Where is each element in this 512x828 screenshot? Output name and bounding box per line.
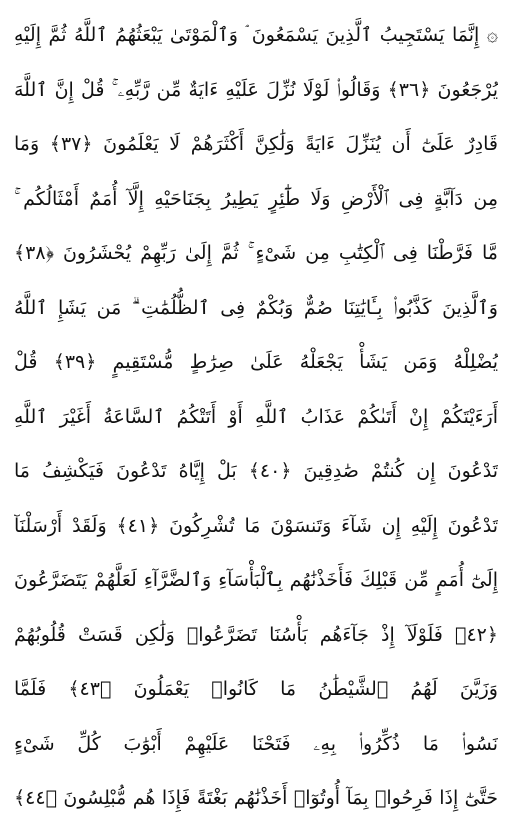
text-line-3 <box>14 117 498 172</box>
line-text: تَدْعُونَ إِن كُنتُمْ صَٰدِقِينَ ﴿٤٠﴾ بَلْ إِيَّاهُ تَدْعُونَ فَيَكْشِفُ مَا <box>14 460 498 482</box>
text-line-11 <box>14 553 498 608</box>
line-text: مَّا فَرَّطْنَا فِى ٱلْكِتَٰبِ مِن شَىْءٍ ۚ ثُمَّ إِلَىٰ رَبِّهِمْ يُحْشَرُونَ ﴿٣٨﴾ <box>14 242 498 264</box>
text-line-5 <box>14 226 498 281</box>
line-text: حَتَّىٰٓ إِذَا فَرِحُوا۟ بِمَآ أُوتُوٓا۟ أَخَذْنَٰهُم بَغْتَةً فَإِذَا هُم مُّبْلِسُونَ ﴿٤٤﴾ <box>14 787 498 809</box>
line-text: نَسُوا۟ مَا ذُكِّرُوا۟ بِهِۦ فَتَحْنَا عَلَيْهِمْ أَبْوَٰبَ كُلِّ شَىْءٍ <box>14 732 498 755</box>
line-text: تَدْعُونَ إِلَيْهِ إِن شَآءَ وَتَنسَوْنَ مَا تُشْرِكُونَ ﴿٤١﴾ وَلَقَدْ أَرْسَلْنَآ <box>14 514 498 537</box>
line-text: مِن دَآبَّةٍ فِى ٱلْأَرْضِ وَلَا طَٰٓئِرٍ يَطِيرُ بِجَنَاحَيْهِ إِلَّآ أُمَمٌ أَمْثَالُكُم ۚ <box>14 187 498 210</box>
text-line-12 <box>14 608 498 663</box>
text-line-10 <box>14 499 498 554</box>
text-line-14 <box>14 717 498 772</box>
line-text: إِلَىٰٓ أُمَمٍ مِّن قَبْلِكَ فَأَخَذْنَٰهُم بِٱلْبَأْسَآءِ وَٱلضَّرَّآءِ لَعَلَّهُمْ يَتَضَرَّعُونَ <box>14 569 498 591</box>
text-line-9 <box>14 444 498 499</box>
line-text: وَزَيَّنَ لَهُمُ ٱلشَّيْطَٰنُ مَا كَانُوا۟ يَعْمَلُونَ ﴿٤٣﴾ فَلَمَّا <box>14 678 498 700</box>
line-text: ۞ إِنَّمَا يَسْتَجِيبُ ٱلَّذِينَ يَسْمَعُونَ ۘ وَٱلْمَوْتَىٰ يَبْعَثُهُمُ ٱللَّهُ ثُمَّ إِلَيْهِ <box>14 24 498 46</box>
line-text: أَرَءَيْتَكُمْ إِنْ أَتَىٰكُمْ عَذَابُ ٱللَّهِ أَوْ أَتَتْكُمُ ٱلسَّاعَةُ أَغَيْرَ ٱللَّهِ <box>14 405 498 428</box>
text-line-8 <box>14 390 498 445</box>
text-line-2 <box>14 63 498 118</box>
line-text: وَٱلَّذِينَ كَذَّبُوا۟ بِـَٔايَٰتِنَا صُمٌّ وَبُكْمٌ فِى ٱلظُّلُمَٰتِ ۗ مَن يَشَإِ ٱللَّهُ <box>14 296 498 319</box>
line-text: ﴿٤٢﴾ فَلَوْلَآ إِذْ جَآءَهُم بَأْسُنَا تَضَرَّعُوا۟ وَلَٰكِن قَسَتْ قُلُوبُهُمْ <box>14 623 498 646</box>
line-text: يُضْلِلْهُ وَمَن يَشَأْ يَجْعَلْهُ عَلَىٰ صِرَٰطٍ مُّسْتَقِيمٍ ﴿٣٩﴾ قُلْ <box>14 351 498 373</box>
text-line-7 <box>14 335 498 390</box>
text-line-13 <box>14 662 498 717</box>
text-line-6 <box>14 281 498 336</box>
line-text: يُرْجَعُونَ ﴿٣٦﴾ وَقَالُوا۟ لَوْلَا نُزِّلَ عَلَيْهِ ءَايَةٌ مِّن رَّبِّهِۦ ۚ قُلْ إِنَّ ٱللَّهَ <box>14 78 498 101</box>
text-line-4 <box>14 172 498 227</box>
text-line-1 <box>14 8 498 63</box>
line-text: قَادِرٌ عَلَىٰٓ أَن يُنَزِّلَ ءَايَةً وَلَٰكِنَّ أَكْثَرَهُمْ لَا يَعْلَمُونَ ﴿٣٧﴾ وَمَا <box>14 133 498 155</box>
text-line-15 <box>14 771 498 826</box>
